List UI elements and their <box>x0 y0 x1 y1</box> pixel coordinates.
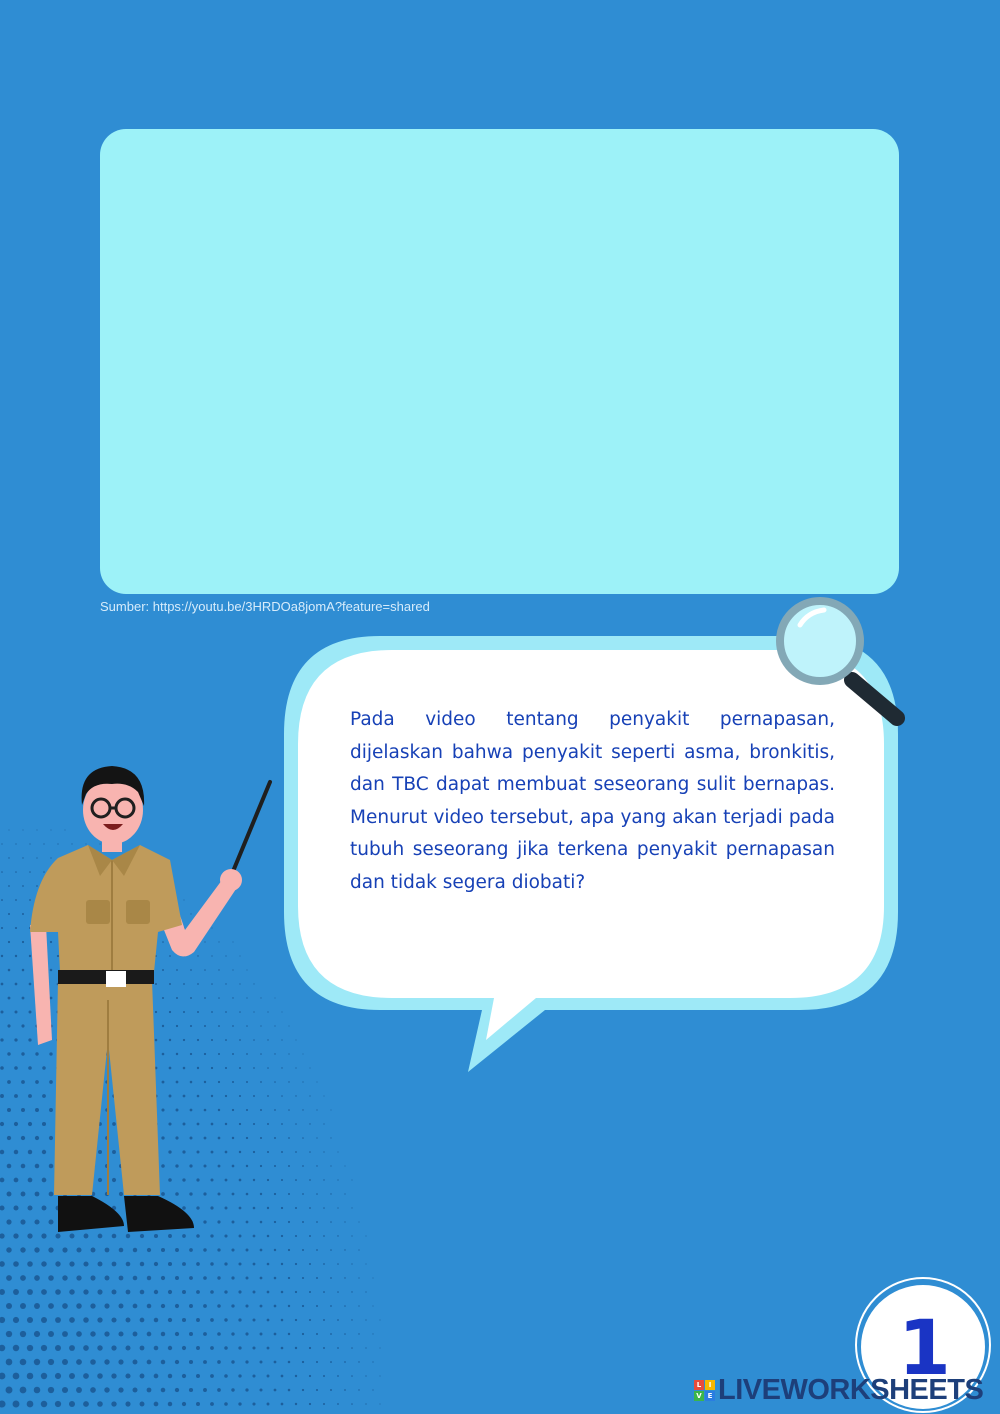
question-paragraph-prompt: Menurut video tersebut, apa yang akan terjadi pada tubuh seseorang jika terkena penyakit pernapasan dan tidak segera diobati? <box>350 806 835 893</box>
video-source-caption: Sumber: https://youtu.be/3HRDOa8jomA?feature=shared <box>100 599 430 614</box>
page-number: 1 <box>898 1303 951 1392</box>
logo-tile: V <box>694 1391 704 1401</box>
logo-tile: L <box>694 1380 704 1390</box>
logo-tile: I <box>705 1380 715 1390</box>
liveworksheets-brand[interactable] <box>694 1373 983 1407</box>
brand-name: LIVEWORKSHEETS <box>718 1373 984 1406</box>
question-paragraph-intro: Pada video tentang penyakit pernapasan, dijelaskan bahwa penyakit seperti asma, bronkitis, dan TBC dapat membuat seseorang sulit bernapas. <box>350 709 835 795</box>
liveworksheets-logo-icon <box>694 1380 715 1401</box>
logo-tile: E <box>705 1391 715 1401</box>
